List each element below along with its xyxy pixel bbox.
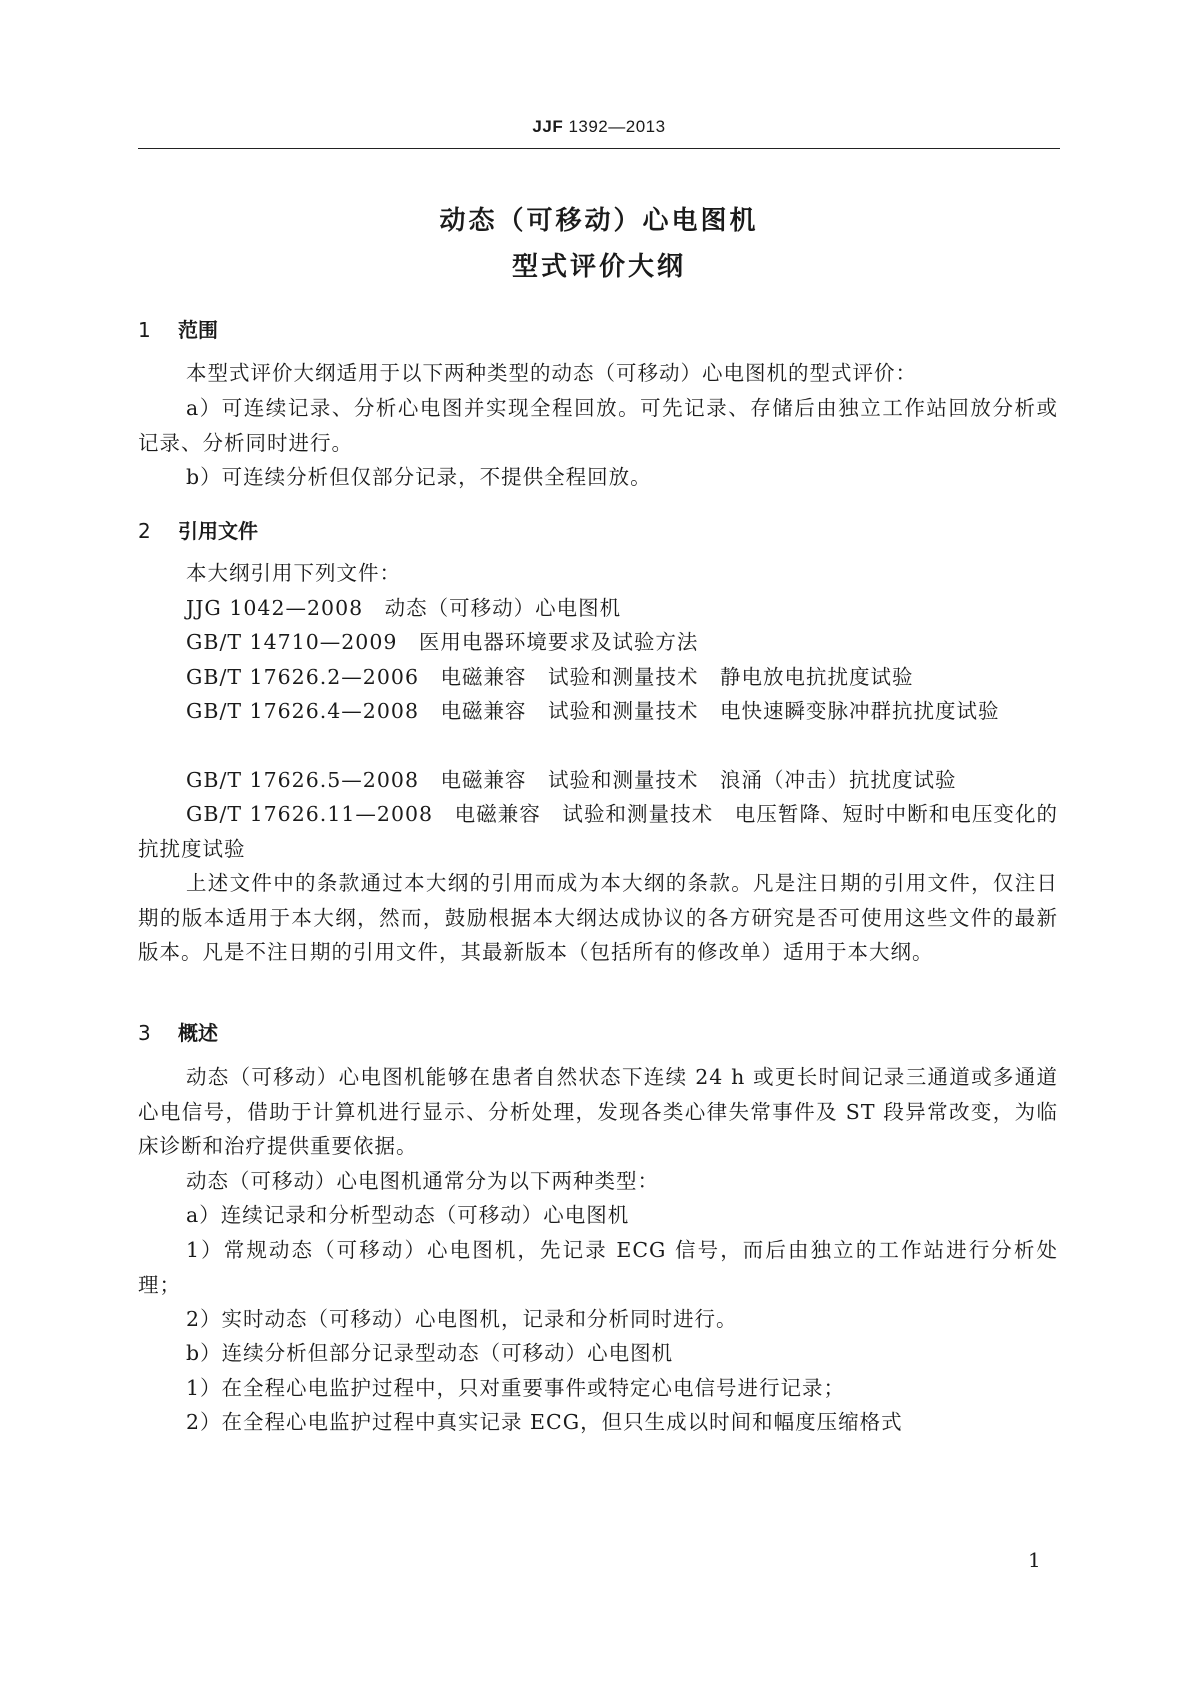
- page-number: 1: [1028, 1548, 1041, 1572]
- reference-item: GB/T 17626.2—2006 电磁兼容 试验和测量技术 静电放电抗扰度试验: [186, 665, 914, 689]
- list-item: b）连续分析但部分记录型动态（可移动）心电图机: [186, 1341, 674, 1365]
- section-title: 概述: [178, 1021, 218, 1045]
- section-number: 1: [138, 318, 151, 342]
- list-item: 1）常规动态（可移动）心电图机，先记录 ECG 信号，而后由独立的工作站进行分析处理；: [138, 1238, 1058, 1297]
- section-heading-references: [138, 515, 258, 544]
- section-title: 引用文件: [178, 519, 258, 543]
- document-title-line2: 型式评价大纲: [511, 252, 686, 282]
- reference-item: GB/T 17626.4—2008 电磁兼容 试验和测量技术 电快速瞬变脉冲群抗扰度试验: [186, 699, 1000, 723]
- reference-item: GB/T 17626.11—2008 电磁兼容 试验和测量技术 电压暂降、短时中断和电压变化的抗扰度试验: [138, 802, 1058, 861]
- standard-prefix: JJF: [532, 117, 564, 136]
- list-item: 1）在全程心电监护过程中，只对重要事件或特定心电信号进行记录；: [186, 1376, 846, 1400]
- paragraph: 动态（可移动）心电图机能够在患者自然状态下连续 24 h 或更长时间记录三通道或多通道心电信号，借助于计算机进行显示、分析处理，发现各类心律失常事件及 ST 段异常改变，为临床诊断和治疗提供重要依据。: [138, 1065, 1058, 1158]
- header-rule: [138, 148, 1060, 149]
- section-heading-scope: [138, 314, 218, 343]
- paragraph: b）可连续分析但仅部分记录，不提供全程回放。: [186, 465, 652, 489]
- reference-item: GB/T 17626.5—2008 电磁兼容 试验和测量技术 浪涌（冲击）抗扰度试验: [186, 768, 957, 792]
- paragraph: 本大纲引用下列文件：: [186, 561, 401, 585]
- document-title-line1: 动态（可移动）心电图机: [439, 206, 759, 236]
- reference-item: GB/T 14710—2009 医用电器环境要求及试验方法: [186, 630, 699, 654]
- paragraph: a）可连续记录、分析心电图并实现全程回放。可先记录、存储后由独立工作站回放分析或记录、分析同时进行。: [138, 396, 1058, 455]
- document-header: [138, 117, 1060, 137]
- reference-item: JJG 1042—2008 动态（可移动）心电图机: [186, 596, 622, 620]
- section-heading-overview: [138, 1017, 218, 1046]
- paragraph: 动态（可移动）心电图机通常分为以下两种类型：: [186, 1169, 659, 1193]
- list-item: a）连续记录和分析型动态（可移动）心电图机: [186, 1203, 630, 1227]
- section-number: 3: [138, 1021, 151, 1045]
- section-title: 范围: [178, 318, 218, 342]
- section-number: 2: [138, 519, 151, 543]
- paragraph: 上述文件中的条款通过本大纲的引用而成为本大纲的条款。凡是注日期的引用文件，仅注日期的版本适用于本大纲，然而，鼓励根据本大纲达成协议的各方研究是否可使用这些文件的最新版本。凡是不注日期的引用文件，其最新版本（包括所有的修改单）适用于本大纲。: [138, 871, 1058, 964]
- list-item: 2）实时动态（可移动）心电图机，记录和分析同时进行。: [186, 1307, 738, 1331]
- standard-number: 1392—2013: [568, 117, 666, 136]
- paragraph: 本型式评价大纲适用于以下两种类型的动态（可移动）心电图机的型式评价：: [186, 361, 917, 385]
- list-item: 2）在全程心电监护过程中真实记录 ECG，但只生成以时间和幅度压缩格式: [186, 1410, 903, 1434]
